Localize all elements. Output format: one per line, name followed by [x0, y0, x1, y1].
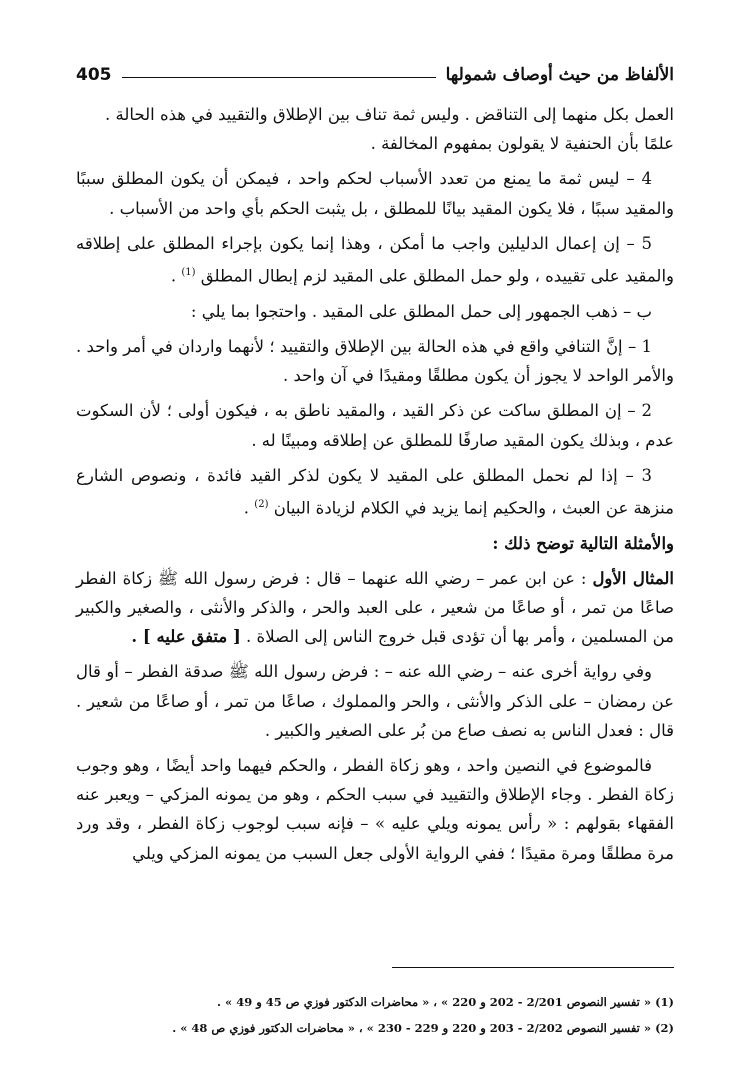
footnote-ref-1[interactable]: (1) — [181, 267, 196, 279]
paragraph-argument-3-text: 3 – إذا لم نحمل المطلق على المقيد لا يكون لذكر القيد فائدة ، ونصوص الشارع منزهة عن العبث ، والحكيم إنما يزيد في الكلام لزيادة البيان — [76, 465, 674, 518]
paragraph-argument-1: 1 – إنَّ التنافي واقع في هذه الحالة بين الإطلاق والتقييد ؛ لأنهما واردان في أمر واحد . والأمر الواحد لا يجوز أن يكون مطلقًا ومقيدًا في آن واحد . — [76, 336, 674, 386]
footnote-1: (1) « تفسير النصوص 2/201 - 202 و 220 » ، « محاضرات الدكتور فوزي ص 45 و 49 » . — [217, 995, 674, 1009]
paragraph-argument-2: 2 – إن المطلق ساكت عن ذكر القيد ، والمقيد ناطق به ، فيكون أولى ؛ لأن السكوت عدم ، وبذلك يكون المقيد صارفًا للمطلق عن إطلاقه ومبينًا له . — [76, 401, 674, 450]
footnote-separator — [392, 967, 674, 968]
running-title: الألفاظ من حيث أوصاف شمولها — [445, 65, 674, 85]
paragraph-point-5-text: 5 – إن إعمال الدليلين واجب ما أمكن ، وهذا إنما يكون بإجراء المطلق على إطلاقه والمقيد على تقييده ، ولو حمل المطلق على المقيد لزم إبطال المطلق — [76, 233, 674, 286]
paragraph-argument-3-end: . — [243, 498, 255, 518]
paragraph-analysis: فالموضوع في النصين واحد ، وهو زكاة الفطر ، والحكم فيهما واحد أيضًا ، وهو وجوب زكاة الفطر . وجاء الإطلاق والتقييد في سبب الحكم ، وهو من يمونه المزكي – ويعبر عنه الفقهاء بقولهم : « رأس يمونه ويلي عليه » – فإنه سبب لوجوب زكاة الفطر ، وقد ورد مرة مطلقًا ومرة مقيدًا ؛ ففي الرواية الأولى جعل السبب من يمونه المزكي ويلي — [76, 756, 674, 863]
running-header — [76, 58, 674, 92]
paragraph-point-4: 4 – ليس ثمة ما يمنع من تعدد الأسباب لحكم واحد ، فيمكن أن يكون المطلق سببًا والمقيد سببًا ، فلا يكون المقيد بيانًا للمطلق ، بل يثبت الحكم بأي واحد من الأسباب . — [76, 169, 674, 218]
paragraph-point-5 — [76, 229, 674, 291]
footnote-2: (2) « تفسير النصوص 2/202 - 203 و 220 و 229 - 230 » ، « محاضرات الدكتور فوزي ص 48 » . — [172, 1021, 674, 1035]
paragraph-example-1 — [76, 564, 674, 652]
footnote-ref-2[interactable]: (2) — [254, 498, 269, 510]
header-rule — [122, 77, 436, 78]
paragraph-other-narration: وفي رواية أخرى عنه – رضي الله عنه – : فرض رسول الله ﷺ صدقة الفطر – أو قال عن رمضان – على الذكر والأنثى ، والحر والمملوك ، صاعًا من تمر ، أو صاعًا من شعير . قال : فعدل الناس به نصف صاع من بُر على الصغير والكبير . — [76, 662, 674, 740]
main-text — [76, 100, 674, 868]
paragraph-argument-3 — [76, 461, 674, 523]
paragraph-jumhur: ب – ذهب الجمهور إلى حمل المطلق على المقيد . واحتجوا بما يلي : — [190, 301, 652, 321]
paragraph-1-line-2: علمًا بأن الحنفية لا يقولون بمفهوم المخالفة . — [370, 134, 674, 154]
paragraph-point-5-end: . — [170, 266, 182, 286]
page-number: 405 — [76, 65, 112, 85]
paragraph-1-line-1: العمل بكل منهما إلى التناقض . وليس ثمة تناف بين الإطلاق والتقييد في هذه الحالة . — [105, 105, 674, 124]
example-1-lead: المثال الأول — [592, 568, 675, 588]
footnotes — [76, 989, 674, 1041]
example-1-text: : عن ابن عمر – رضي الله عنهما – قال : فرض رسول الله ﷺ زكاة الفطر صاعًا من تمر ، أو صاعًا من شعير ، على العبد والحر ، والذكر والأنثى ، والصغير والكبير من المسلمين ، وأمر بها أن تؤدى قبل خروج الناس إلى الصلاة . — [76, 568, 674, 647]
examples-heading: والأمثلة التالية توضح ذلك : — [492, 533, 674, 553]
example-1-source: [ متفق عليه ] . — [131, 627, 241, 647]
